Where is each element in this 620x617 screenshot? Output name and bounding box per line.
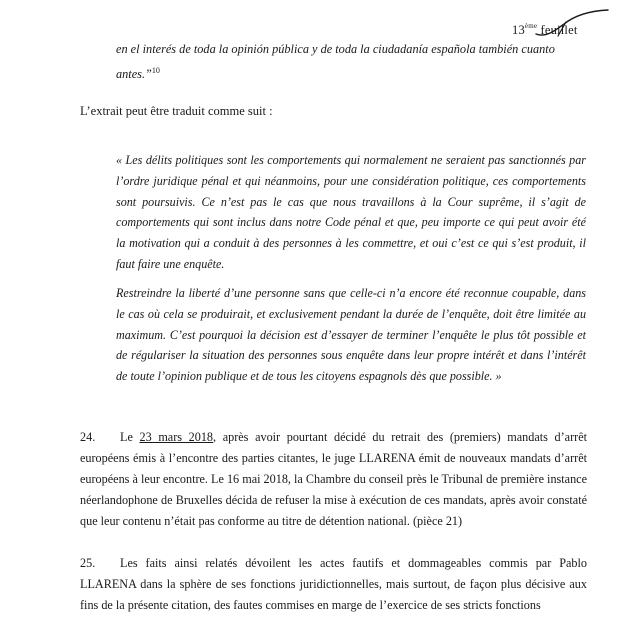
folio-word: feuillet xyxy=(540,23,578,37)
french-quote-paragraph-2: Restreindre la liberté d’une personne sans que celle-ci n’a encore été reconnue coupable, dans le cas où cela se produirait, et exclusivement pendant la durée de l’enquête, doit être limitée au maximum. C’est pourquoi la décision est d’essayer de terminer l’enquête le plus tôt possible et de régulariser la situation des personnes sous enquête dans leur propre intérêt et dans l’intérêt de toute l’opinion publique et de tous les citoyens espagnols dès que possible. » xyxy=(116,286,586,384)
translation-intro: L’extrait peut être traduit comme suit : xyxy=(80,104,273,118)
spanish-quote-ending xyxy=(116,38,586,85)
paragraph-text: Les faits ainsi relatés dévoilent les actes fautifs et dommageables commis par Pablo LLARENA dans la sphère de ses fonctions juridictionnelles, mais surtout, de façon plus décisive aux fins de la présente citation, des fautes commises en marge de l’exercice de ses stricts fonctions xyxy=(80,556,587,612)
footnote-reference: 10 xyxy=(151,66,160,75)
paragraph-25 xyxy=(80,553,587,616)
handwritten-check-mark xyxy=(534,8,614,40)
paragraph-lead: Le xyxy=(120,430,133,444)
folio-superscript: ème xyxy=(524,22,538,30)
paragraph-number: 24. xyxy=(80,430,96,444)
paragraph-24 xyxy=(80,427,587,532)
underlined-date: 23 mars 2018 xyxy=(139,430,214,444)
paragraph-text: , après avoir pourtant décidé du retrait des (premiers) mandats d’arrêt européens émis à l’encontre des parties citantes, le juge LLARENA émit de nouveaux mandats d’arrêt européens à leur encontre. Le 16 mai 2018, la Chambre du conseil près le Tribunal de première instance néerlandophone de Bruxelles décida de refuser la mise à exécution de ces mandats, après avoir constaté que leur contenu n’était pas conforme au titre de détention national. (pièce 21) xyxy=(80,430,587,528)
paragraph-number: 25. xyxy=(80,556,96,570)
folio-number: 13 xyxy=(512,23,525,37)
spanish-quote-line-1: en el interés de toda la opinión pública y de toda la ciudadanía española también cuanto xyxy=(116,42,555,56)
spanish-quote-line-2: antes.” xyxy=(116,67,152,81)
french-quote-paragraph-1: « Les délits politiques sont les comportements qui normalement ne seraient pas sanctionnés par l’ordre juridique pénal et qui néanmoins, pour une considération politique, ces comportements sont poursuivis. Ce n’est pas le cas que nous travaillons à la Cour suprême, il s’agit de comportements qui sont inclus dans notre Code pénal et que, peu importe ce qui peut avoir été la motivation qui a conduit à des personnes à les commettre, et oui c’est ce qui s’est produit, il faut faire une enquête. xyxy=(116,153,586,271)
